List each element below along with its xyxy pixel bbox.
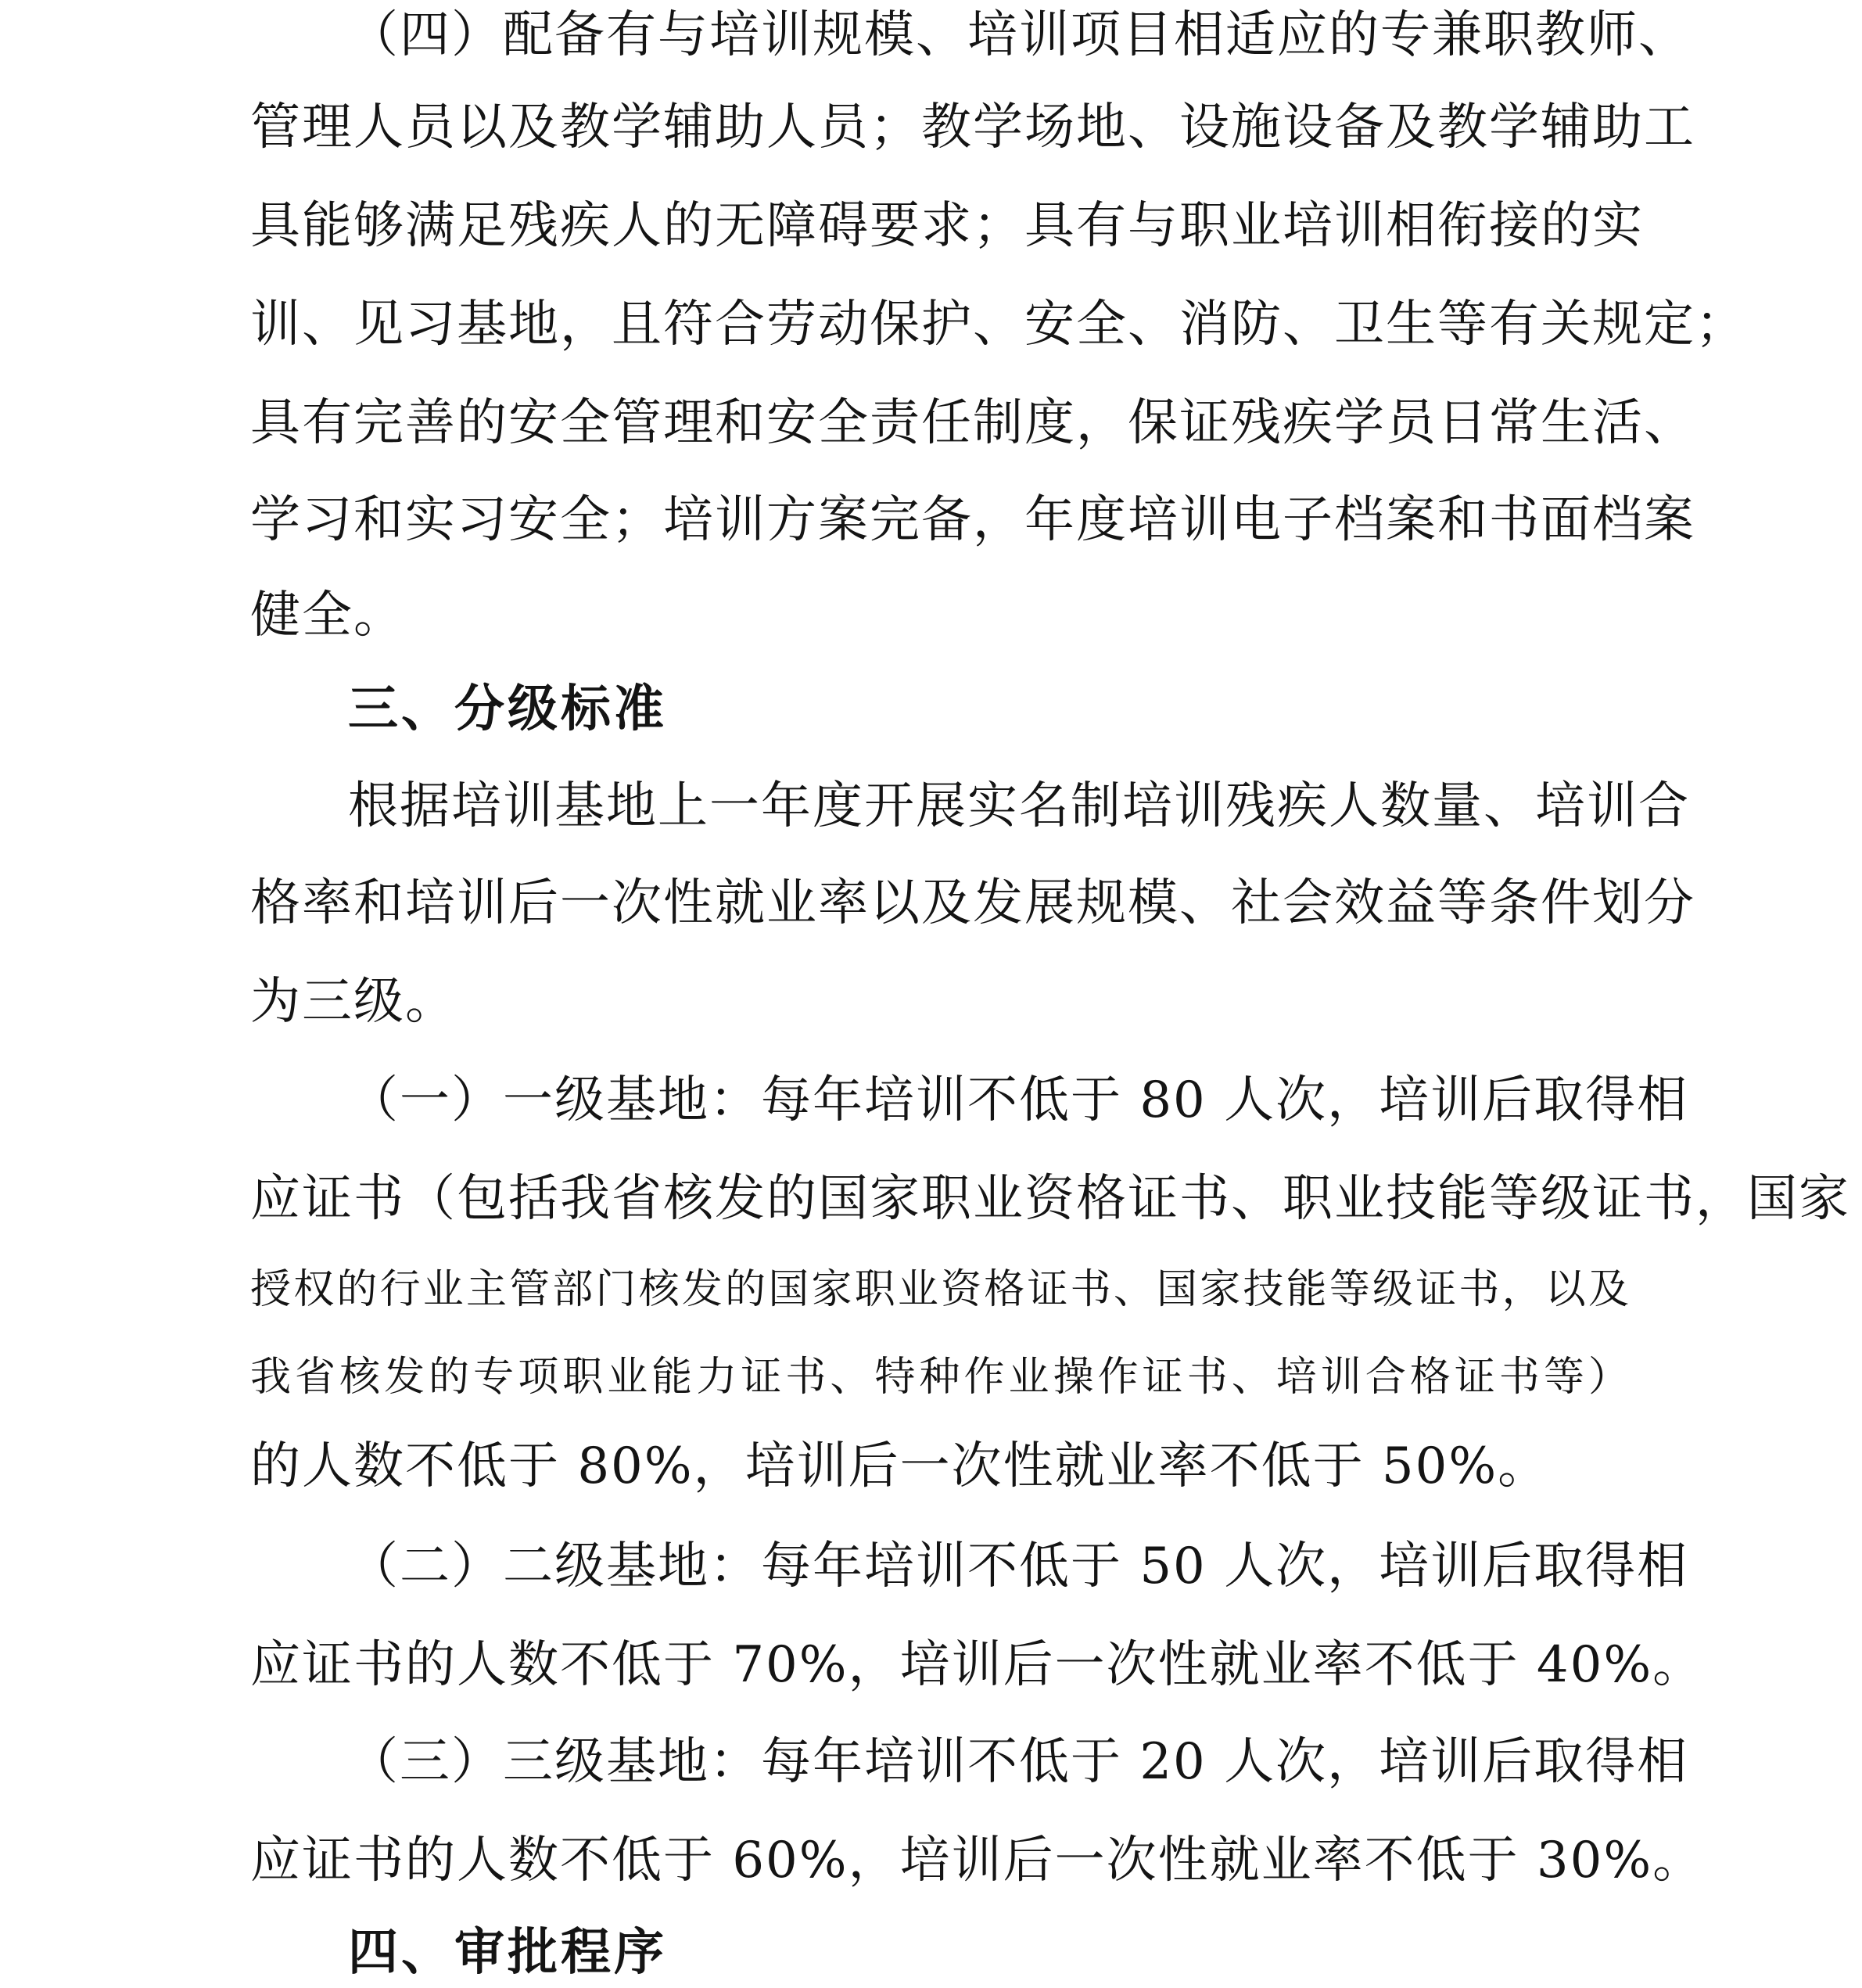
section-heading: 三、分级标准 (348, 680, 667, 738)
paragraph-line: 应证书的人数不低于 70%，培训后一次性就业率不低于 40%。 (250, 1636, 1705, 1694)
section-heading: 四、审批程序 (348, 1924, 667, 1982)
paragraph-line: 训、见习基地，且符合劳动保护、安全、消防、卫生等有关规定； (250, 296, 1747, 353)
paragraph-line: 应证书的人数不低于 60%，培训后一次性就业率不低于 30%。 (250, 1832, 1705, 1889)
paragraph-line: （四）配备有与培训规模、培训项目相适应的专兼职教师、 (348, 6, 1690, 64)
paragraph-line: 为三级。 (250, 973, 457, 1031)
paragraph-line: 学习和实习安全；培训方案完备，年度培训电子档案和书面档案 (250, 491, 1695, 549)
paragraph-line: 具能够满足残疾人的无障碍要求；具有与职业培训相衔接的实 (250, 197, 1644, 255)
paragraph-line: 我省核发的专项职业能力证书、特种作业操作证书、培训合格证书等） (250, 1354, 1631, 1401)
paragraph-line: 格率和培训后一次性就业率以及发展规模、社会效益等条件划分 (250, 874, 1695, 932)
paragraph-line: 授权的行业主管部门核发的国家职业资格证书、国家技能等级证书，以及 (250, 1266, 1631, 1313)
paragraph-line: 的人数不低于 80%，培训后一次性就业率不低于 50%。 (250, 1437, 1550, 1495)
paragraph-line: 具有完善的安全管理和安全责任制度，保证残疾学员日常生活、 (250, 394, 1695, 452)
paragraph-line: （一）一级基地：每年培训不低于 80 人次，培训后取得相 (348, 1071, 1689, 1129)
paragraph-line: （二）二级基地：每年培训不低于 50 人次，培训后取得相 (348, 1538, 1689, 1595)
paragraph-line: 健全。 (250, 587, 405, 644)
paragraph-line: （三）三级基地：每年培训不低于 20 人次，培训后取得相 (348, 1733, 1689, 1791)
paragraph-line: 根据培训基地上一年度开展实名制培训残疾人数量、培训合 (348, 777, 1690, 835)
paragraph-line: 管理人员以及教学辅助人员；教学场地、设施设备及教学辅助工 (250, 99, 1695, 156)
paragraph-line: 应证书（包括我省核发的国家职业资格证书、职业技能等级证书，国家 (250, 1170, 1850, 1228)
